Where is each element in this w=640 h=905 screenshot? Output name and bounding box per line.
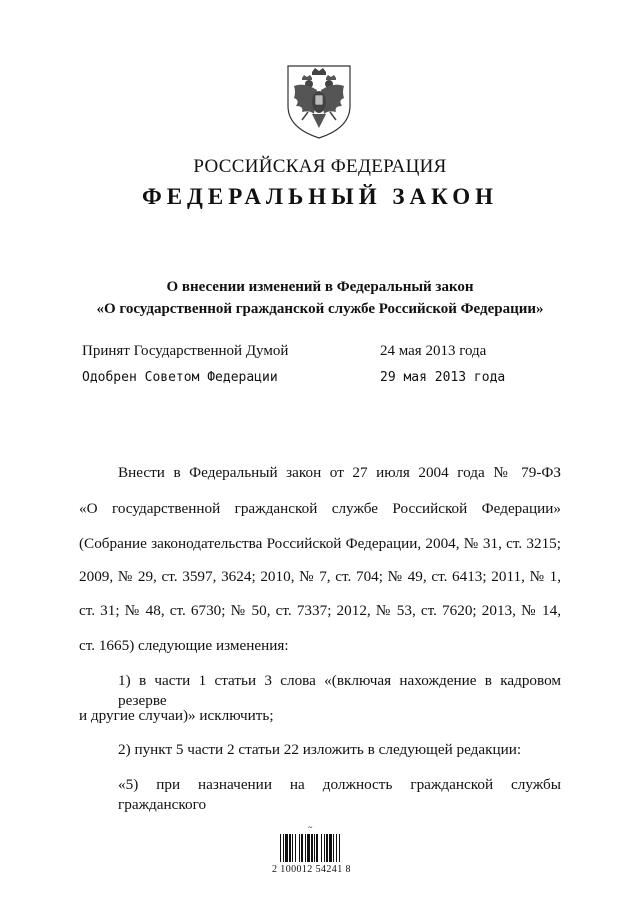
body-line: 2009, № 29, ст. 3597, 3624; 2010, № 7, ст. 704; № 49, ст. 6413; 2011, № 1, xyxy=(79,568,561,585)
body-line: (Собрание законодательства Российской Федерации, 2004, № 31, ст. 3215; xyxy=(79,535,561,552)
barcode-number: 2 100012 54241 8 xyxy=(272,864,351,875)
barcode-bar xyxy=(292,834,293,862)
document-type-heading: ФЕДЕРАЛЬНЫЙ ЗАКОН xyxy=(141,184,499,209)
body-line: ст. 1665) следующие изменения: xyxy=(79,637,289,654)
document-barcode xyxy=(280,834,362,862)
body-line: Внести в Федеральный закон от 27 июля 2004 года № 79-ФЗ xyxy=(118,464,561,481)
body-line: 1) в части 1 статьи 3 слова «(включая нахождение в кадровом резерве xyxy=(118,672,561,709)
barcode-bar xyxy=(305,834,306,862)
barcode-bar xyxy=(301,834,303,862)
barcode-bar xyxy=(283,834,284,862)
law-subject xyxy=(0,276,640,320)
body-line: и другие случаи)» исключить; xyxy=(79,707,274,724)
council-approval-date: 29 мая 2013 года xyxy=(380,370,506,385)
duma-adoption-label: Принят Государственной Думой xyxy=(82,343,289,359)
barcode-bar xyxy=(316,834,318,862)
country-heading: РОССИЙСКАЯ ФЕДЕРАЦИЯ xyxy=(193,156,447,177)
barcode-bar xyxy=(336,834,337,862)
duma-adoption-date: 24 мая 2013 года xyxy=(380,343,487,359)
body-line: «5) при назначении на должность гражданской службы гражданского xyxy=(118,776,561,813)
body-line: 2) пункт 5 части 2 статьи 22 изложить в следующей редакции: xyxy=(118,741,522,758)
barcode-bar xyxy=(314,834,315,862)
barcode-bar xyxy=(329,834,332,862)
barcode-bar xyxy=(285,834,288,862)
handwritten-mark: ~ xyxy=(308,823,313,832)
barcode-bar xyxy=(311,834,313,862)
barcode-bar xyxy=(324,834,325,862)
barcode-bar xyxy=(307,834,310,862)
coat-of-arms-emblem xyxy=(284,62,354,140)
council-approval-label: Одобрен Советом Федерации xyxy=(82,370,278,385)
barcode-bar xyxy=(289,834,291,862)
barcode-bar xyxy=(339,834,340,862)
law-subject-line: «О государственной гражданской службе Российской Федерации» xyxy=(96,301,544,317)
body-line: ст. 31; № 48, ст. 6730; № 50, ст. 7337; 2012, № 53, ст. 7620; 2013, № 14, xyxy=(79,602,561,619)
barcode-bar xyxy=(295,834,296,862)
barcode-bar xyxy=(280,834,281,862)
body-line: «О государственной гражданской службе Российской Федерации» xyxy=(79,500,561,517)
barcode-bar xyxy=(299,834,300,862)
barcode-bar xyxy=(321,834,322,862)
barcode-bar xyxy=(333,834,334,862)
law-subject-line: О внесении изменений в Федеральный закон xyxy=(166,279,474,295)
barcode-bar xyxy=(326,834,328,862)
